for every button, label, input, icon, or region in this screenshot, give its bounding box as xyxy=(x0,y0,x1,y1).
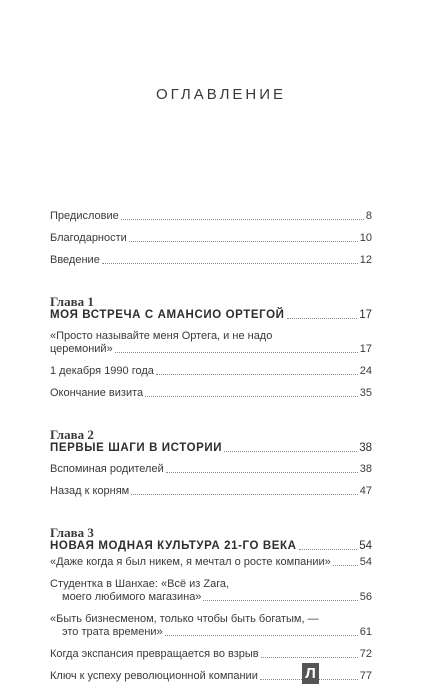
chapter-number: Глава 2 xyxy=(50,427,94,442)
toc-entry-label: 1 декабря 1990 года xyxy=(50,365,154,377)
toc-entry[interactable] xyxy=(50,365,372,378)
leader-dots xyxy=(203,600,357,601)
toc-entry-label: Ключ к успеху революционной компании xyxy=(50,670,258,682)
toc-entry[interactable] xyxy=(50,591,372,604)
toc-entry-line: Студентка в Шанхае: «Всё из Zara, xyxy=(50,578,230,590)
toc-entry[interactable] xyxy=(50,670,372,683)
chapter-page: 54 xyxy=(359,540,372,552)
toc-entry-acknowledgements[interactable] xyxy=(50,232,372,245)
toc-entry-label: «Даже когда я был никем, я мечтал о росте компании» xyxy=(50,556,331,568)
leader-dots xyxy=(129,241,358,242)
toc-entry[interactable] xyxy=(50,463,372,476)
toc-entry[interactable] xyxy=(50,626,372,639)
toc-entry-preface[interactable] xyxy=(50,210,372,223)
toc-entry[interactable] xyxy=(50,343,372,356)
leader-dots xyxy=(333,565,358,566)
toc-entry-label: это трата времени» xyxy=(62,626,163,638)
toc-entry[interactable] xyxy=(50,556,372,569)
toc-entry-label: моего любимого магазина» xyxy=(62,591,202,603)
toc-entry-page: 72 xyxy=(359,648,372,660)
chapter-number: Глава 1 xyxy=(50,294,94,309)
chapter-number: Глава 3 xyxy=(50,525,94,540)
toc-entry-page: 35 xyxy=(359,387,372,399)
chapter-title: МОЯ ВСТРЕЧА С АМАНСИО ОРТЕГОЙ xyxy=(50,309,285,321)
toc-entry-page: 56 xyxy=(359,591,372,603)
chapter-title-row[interactable] xyxy=(50,540,372,553)
toc-entry-page: 38 xyxy=(359,463,372,475)
leader-dots xyxy=(145,396,358,397)
toc-entry-page: 12 xyxy=(359,254,372,266)
leader-dots xyxy=(261,657,358,658)
leader-dots xyxy=(165,635,358,636)
chapter-title: ПЕРВЫЕ ШАГИ В ИСТОРИИ xyxy=(50,442,223,454)
toc-entry-page: 10 xyxy=(359,232,372,244)
toc-entry-label: Благодарности xyxy=(50,232,127,244)
chapter-page: 38 xyxy=(359,442,372,454)
leader-dots xyxy=(299,549,358,550)
leader-dots xyxy=(156,374,358,375)
toc-entry-page: 8 xyxy=(365,210,372,222)
toc-entry[interactable] xyxy=(50,387,372,400)
toc-entry-introduction[interactable] xyxy=(50,254,372,267)
toc-entry-label: Предисловие xyxy=(50,210,119,222)
leader-dots xyxy=(287,318,358,319)
toc-entry[interactable] xyxy=(50,485,372,498)
toc-entry-label: Назад к корням xyxy=(50,485,130,497)
chapter-page: 17 xyxy=(359,309,372,321)
toc-entry-page: 77 xyxy=(359,670,372,682)
chapter-title-row[interactable] xyxy=(50,309,372,322)
toc-entry-page: 17 xyxy=(359,343,372,355)
toc-entry-label: Введение xyxy=(50,254,100,266)
toc-entry-line: «Быть бизнесменом, только чтобы быть богатым, — xyxy=(50,613,319,625)
table-of-contents xyxy=(50,210,372,683)
toc-title: ОГЛАВЛЕНИЕ xyxy=(155,86,287,103)
toc-entry-page: 47 xyxy=(359,485,372,497)
toc-entry-label: Вспоминая родителей xyxy=(50,463,164,475)
leader-dots xyxy=(102,263,358,264)
publisher-logo: Л xyxy=(302,663,319,684)
leader-dots xyxy=(166,472,358,473)
chapter-title-row[interactable] xyxy=(50,442,372,455)
toc-entry[interactable] xyxy=(50,648,372,661)
leader-dots xyxy=(131,494,358,495)
leader-dots xyxy=(121,219,364,220)
toc-entry-line: «Просто называйте меня Ортега, и не надо xyxy=(50,330,273,342)
chapter-title: НОВАЯ МОДНАЯ КУЛЬТУРА 21-ГО ВЕКА xyxy=(50,540,297,552)
toc-entry-page: 24 xyxy=(359,365,372,377)
toc-entry-label: Когда экспансия превращается во взрыв xyxy=(50,648,259,660)
toc-entry-page: 61 xyxy=(359,626,372,638)
leader-dots xyxy=(224,451,357,452)
toc-entry-page: 54 xyxy=(359,556,372,568)
toc-entry-label: Окончание визита xyxy=(50,387,144,399)
toc-entry-label: церемоний» xyxy=(50,343,113,355)
leader-dots xyxy=(115,352,358,353)
